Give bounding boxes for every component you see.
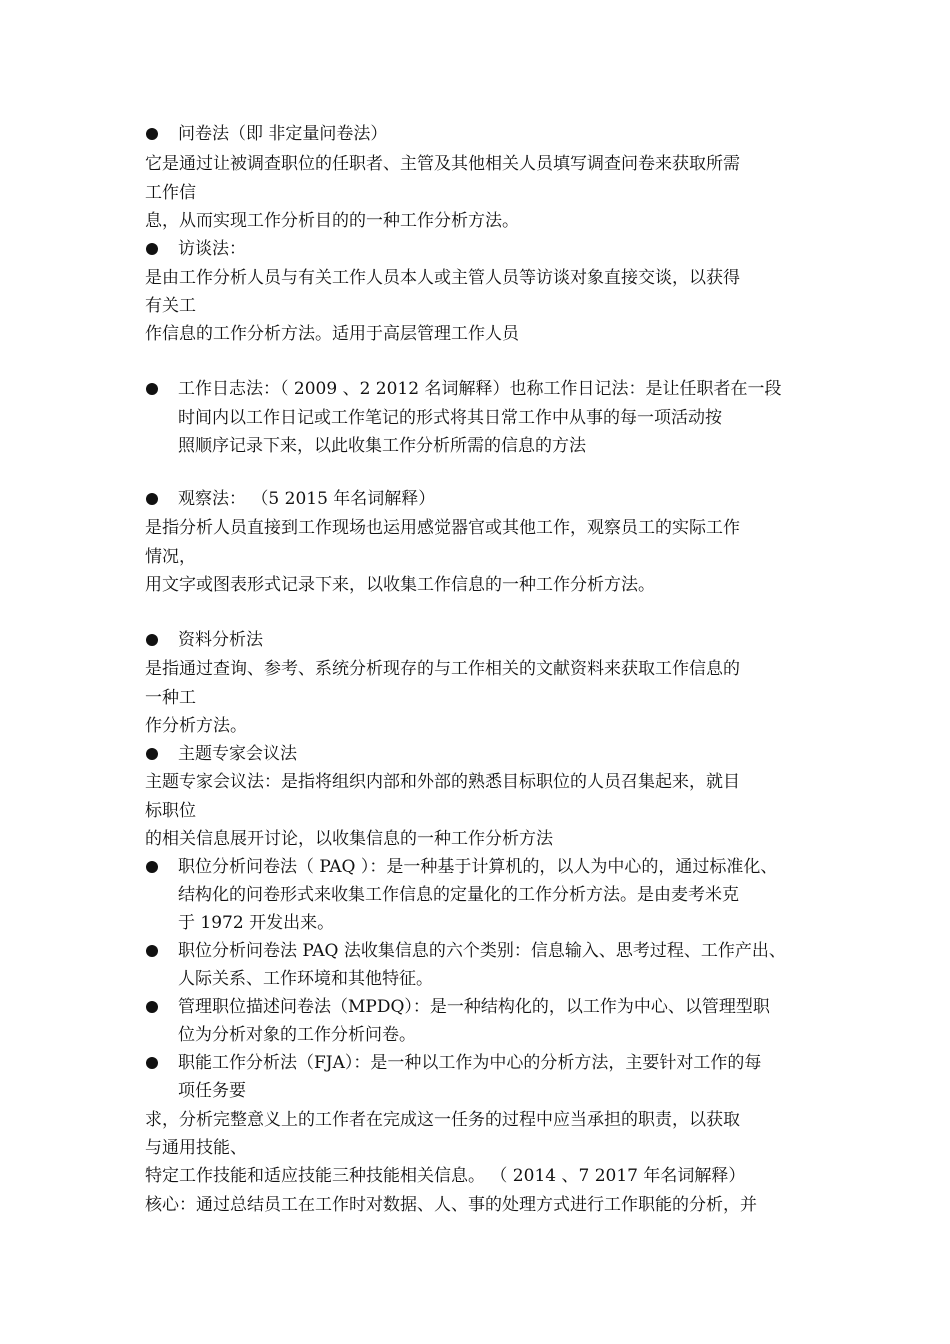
text-line: 时间内以工作日记或工作笔记的形式将其日常工作中从事的每一项活动按 [178, 408, 722, 428]
text-line: 核心：通过总结员工在工作时对数据、人、事的处理方式进行工作职能的分析，并 [145, 1195, 757, 1215]
bullet-fja: 职能工作分析法（FJA）：是一种以工作为中心的分析方法，主要针对工作的每 [178, 1053, 762, 1073]
text-line: 标职位 [145, 801, 196, 821]
text-line: 是指通过查询、参考、系统分析现存的与工作相关的文献资料来获取工作信息的 [145, 659, 740, 679]
bullet-document-analysis: 资料分析法 [178, 630, 263, 650]
bullet-work-log: 工作日志法：（ 2009 、2 2012 名词解释）也称工作日记法：是让任职者在一段 [178, 379, 782, 399]
text-line: 特定工作技能和适应技能三种技能相关信息。 （ 2014 、7 2017 年名词解释） [145, 1166, 746, 1186]
text-line: 一种工 [145, 688, 196, 708]
text-line: 项任务要 [178, 1081, 246, 1101]
text-line: 作分析方法。 [145, 716, 247, 736]
text-line: 的相关信息展开讨论，以收集信息的一种工作分析方法 [145, 829, 553, 849]
bullet-dot [146, 945, 158, 957]
text-line: 它是通过让被调查职位的任职者、主管及其他相关人员填写调查问卷来获取所需 [145, 154, 740, 174]
bullet-dot [146, 748, 158, 760]
text-line: 主题专家会议法：是指将组织内部和外部的熟悉目标职位的人员召集起来，就目 [145, 772, 740, 792]
bullet-dot [146, 493, 158, 505]
text-line: 位为分析对象的工作分析问卷。 [178, 1025, 416, 1045]
bullet-dot [146, 1057, 158, 1069]
text-line: 息，从而实现工作分析目的的一种工作分析方法。 [145, 211, 519, 231]
text-line: 于 1972 开发出来。 [178, 913, 335, 933]
text-line: 结构化的问卷形式来收集工作信息的定量化的工作分析方法。是由麦考米克 [178, 885, 739, 905]
text-line: 人际关系、工作环境和其他特征。 [178, 969, 433, 989]
bullet-questionnaire: 问卷法（即 非定量问卷法） [178, 124, 388, 144]
text-line: 照顺序记录下来，以此收集工作分析所需的信息的方法 [178, 436, 586, 456]
bullet-paq-categories: 职位分析问卷法 PAQ 法收集信息的六个类别：信息输入、思考过程、工作产出、 [178, 941, 786, 961]
text-line: 有关工 [145, 296, 196, 316]
text-line: 用文字或图表形式记录下来，以收集工作信息的一种工作分析方法。 [145, 575, 655, 595]
bullet-dot [146, 1001, 158, 1013]
bullet-interview: 访谈法： [178, 239, 246, 259]
text-line: 是由工作分析人员与有关工作人员本人或主管人员等访谈对象直接交谈，以获得 [145, 268, 740, 288]
text-line: 情况， [145, 547, 196, 567]
text-line: 作信息的工作分析方法。适用于高层管理工作人员 [145, 324, 519, 344]
bullet-mpdq: 管理职位描述问卷法（MPDQ）：是一种结构化的，以工作为中心、以管理型职 [178, 997, 770, 1017]
bullet-dot [146, 383, 158, 395]
text-line: 与通用技能、 [145, 1138, 247, 1158]
bullet-dot [146, 634, 158, 646]
bullet-observation: 观察法： （5 2015 年名词解释） [178, 489, 436, 509]
bullet-dot [146, 861, 158, 873]
bullet-expert-meeting: 主题专家会议法 [178, 744, 297, 764]
bullet-dot [146, 243, 158, 255]
text-line: 是指分析人员直接到工作现场也运用感觉器官或其他工作，观察员工的实际工作 [145, 518, 740, 538]
text-line: 工作信 [145, 183, 196, 203]
text-line: 求，分析完整意义上的工作者在完成这一任务的过程中应当承担的职责，以获取 [145, 1110, 740, 1130]
bullet-paq: 职位分析问卷法（ PAQ ）：是一种基于计算机的，以人为中心的，通过标准化、 [178, 857, 778, 877]
bullet-dot [146, 128, 158, 140]
